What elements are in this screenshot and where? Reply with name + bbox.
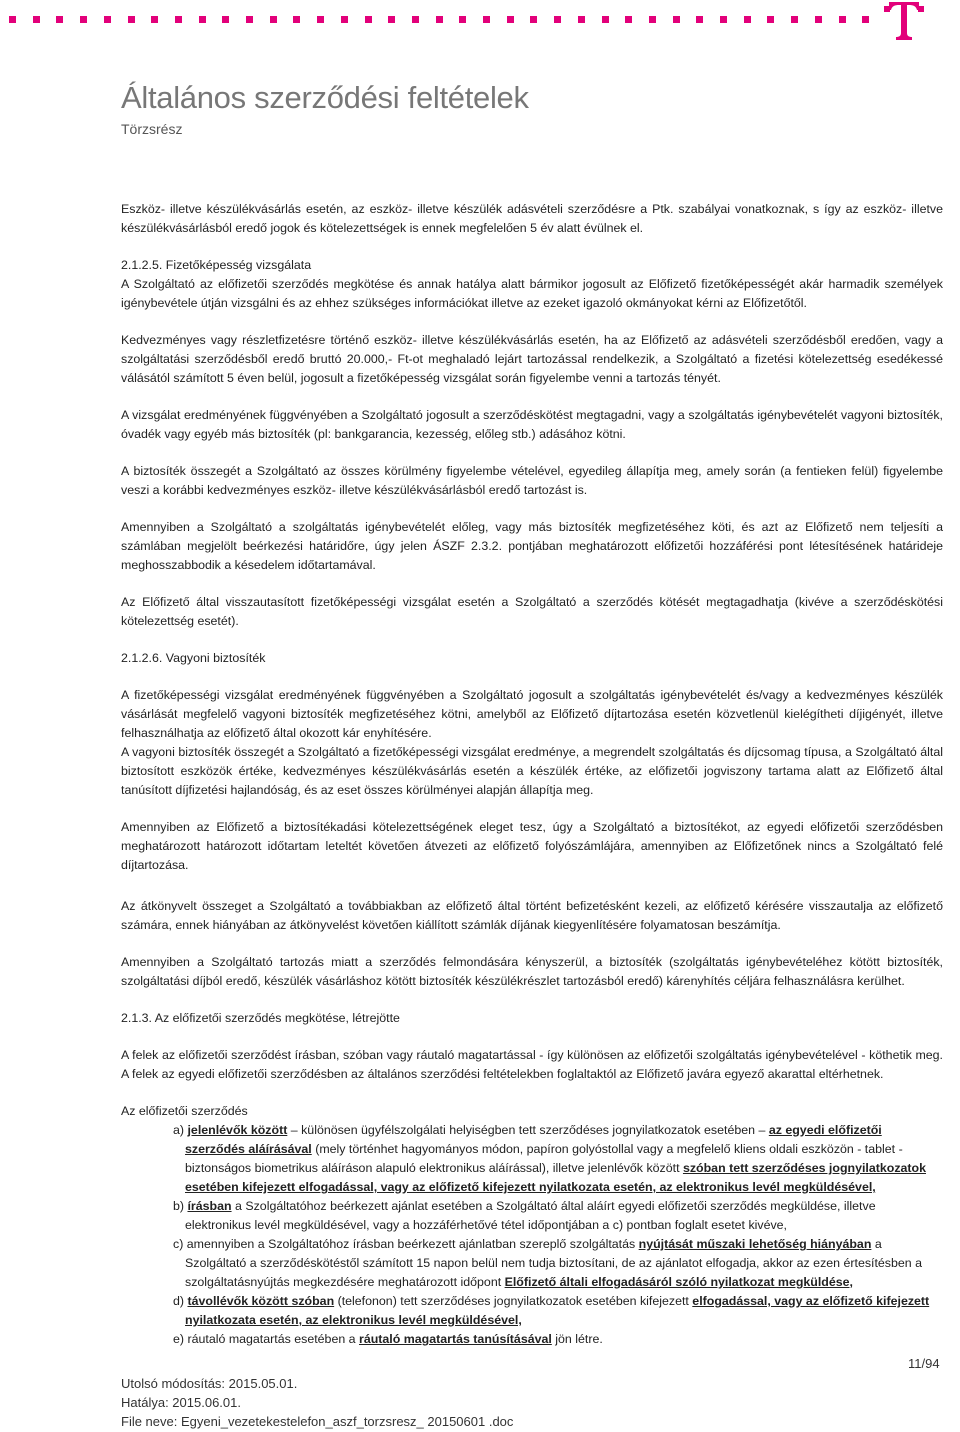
emphasis: Előfizető általi elfogadásáról szóló nyilatkozat megküldése, [504,1275,853,1289]
list-marker: e) [173,1332,185,1346]
paragraph: Amennyiben a Szolgáltató tartozás miatt a szerződés felmondására kényszerül, a biztosíték (szolgáltatás igénybevételéhez kötött biztosíték, szolgáltatási díjból eredő, készülék vásárláshoz kötött biztosíték készülékrészlet tartozásból eredő) kárenyhítés céljára felhasználásra kerülhet. [121,955,943,988]
contract-conditions-list [121,1121,943,1349]
section-heading: 2.1.2.6. Vagyoni biztosíték [121,651,266,665]
list-text: ráutaló magatartás esetében a [187,1332,359,1346]
brand-dot [554,16,561,23]
list-item [173,1292,943,1330]
brand-dot [222,16,229,23]
paragraph: A fizetőképességi vizsgálat eredményének függvényében a Szolgáltató jogosult a szolgáltatás igénybevételét és/vagy a kedvezményes készülék vásárlását megfelelő vagyoni biztosíték megfizetéséhez kötni, amelyből az Előfizető díjtartozása esetén közvetlenül kielégítheti díjigényét, illetve felhasználhatja az előfizető által okozott kár enyhítésére. [121,688,943,740]
brand-dot [744,16,751,23]
page-number: 11/94 [908,1356,940,1371]
list-marker: b) [173,1199,185,1213]
brand-dot [9,16,16,23]
brand-dot [128,16,135,23]
list-text: (mely történhet hagyományos módon, papíron golyóstollal vagy a megfelelő kliens oldali eszközön - tablet - biztonságos biometrikus aláíráson alapuló elektronikus aláírással), illetve jelenlévők között [185,1142,903,1175]
brand-dot [602,16,609,23]
paragraph: A vagyoni biztosíték összegét a Szolgáltató a fizetőképességi vizsgálat eredménye, a megrendelt szolgáltatás és díjcsomag típusa, a Szolgáltató által biztosított eszközök értéke, kedvezményes készülékvásárlás esetén a készülék értéke, az előfizetői jogviszony tartama alatt az Előfizető által tanúsított díjfizetési hajlandóság, és az eset összes körülményei alapján állapítja meg. [121,745,943,797]
brand-dot [293,16,300,23]
brand-dot [625,16,632,23]
emphasis: az egyedi előfizetői szerződés aláírásával [185,1123,882,1156]
brand-dot [696,16,703,23]
brand-dot [507,16,514,23]
brand-dot [436,16,443,23]
brand-dot [151,16,158,23]
brand-dot [175,16,182,23]
brand-dot [459,16,466,23]
list-text: jön létre. [551,1332,603,1346]
section-heading: 2.1.2.5. Fizetőképesség vizsgálata [121,258,312,272]
list-item [173,1330,943,1349]
list-intro: Az előfizetői szerződés [121,1104,248,1118]
footer [121,1374,513,1431]
emphasis: ráutaló magatartás tanúsításával [359,1332,552,1346]
document-body [121,200,943,1349]
list-marker: d) [173,1294,185,1308]
brand-dot [767,16,774,23]
file-name: File neve: Egyeni_vezetekestelefon_aszf_torzsresz_ 20150601 .doc [121,1414,514,1429]
list-text: – különösen ügyfélszolgálati helyiségben tett szerződéses jognyilatkozatok esetében – [287,1123,769,1137]
brand-dot [815,16,822,23]
emphasis: távollévők között szóban [187,1294,335,1308]
brand-dots-bar [0,16,880,24]
emphasis: szóban tett szerződéses jognyilatkozatok esetében kifejezett elfogadással, vagy az előfizető kifejezett nyilatkozata esetén, az elektronikus levél megküldésével, [185,1161,927,1194]
brand-dot [483,16,490,23]
list-item [173,1197,943,1235]
brand-dot [720,16,727,23]
list-marker: c) [173,1237,184,1251]
brand-dot [412,16,419,23]
paragraph: A Szolgáltató az előfizetői szerződés megkötése és annak hatálya alatt bármikor jogosult az Előfizető fizetőképességét akár harmadik személyek igénybevétele útján vizsgálni és az ehhez szükséges információkat illetve az ezeket igazoló okmányokat kérni az Előfizetőtől. [121,277,943,310]
document-title: Általános szerződési feltételek [121,80,529,115]
paragraph: Eszköz- illetve készülékvásárlás esetén, az eszköz- illetve készülék adásvételi szerződésre a Ptk. szabályai vonatkoznak, s így az eszköz- illetve készülékvásárlásból eredő jogok és kötelezettségek is ennek megfelelően 5 év alatt évülnek el. [121,202,943,235]
brand-dot [839,16,846,23]
emphasis: írásban [187,1199,232,1213]
list-text: (telefonon) tett szerződéses jognyilatkozatok esetében kifejezett [334,1294,693,1308]
section-heading: 2.1.3. Az előfizetői szerződés megkötése, létrejötte [121,1011,400,1025]
brand-dot [649,16,656,23]
brand-dot [530,16,537,23]
brand-dot [388,16,395,23]
paragraph: A vizsgálat eredményének függvényében a Szolgáltató jogosult a szerződéskötést megtagadni, vagy a szolgáltatás igénybevételét vagyoni biztosíték, óvadék vagy egyéb más biztosíték (pl: bankgarancia, kezesség, előleg stb.) adásához kötni. [121,408,943,441]
brand-dot [56,16,63,23]
brand-dot [341,16,348,23]
paragraph: Kedvezményes vagy részletfizetésre történő eszköz- illetve készülékvásárlás esetén, ha az Előfizető az adásvételi szerződésből eredően, vagy a szolgáltatási szerződésből eredő bruttó 20.000,- Ft-ot meghaladó lejárt tartozással rendelkezik, a Szolgáltató a fizetési kötelezettség esedékessé válásától számított 5 éven belül, jogosult a fizetőképesség vizsgálat során figyelembe venni a tartozás tényét. [121,333,943,385]
emphasis: jelenlévők között [187,1123,288,1137]
list-text: a Szolgáltatóhoz beérkezett ajánlat esetében a Szolgáltató által aláírt egyedi előfizetői szerződés megküldése, illetve elektronikus levél megküldésével, vagy a hozzáférhetővé tétel időpontjában a c) pontban foglalt esetet kivéve, [185,1199,876,1232]
brand-dot [791,16,798,23]
brand-dot [199,16,206,23]
brand-dot [33,16,40,23]
list-marker: a) [173,1123,185,1137]
brand-dot [80,16,87,23]
brand-dot [365,16,372,23]
list-item [173,1121,943,1197]
paragraph: A biztosíték összegét a Szolgáltató az összes körülmény figyelembe vételével, egyedileg állapítja meg, amely során (a fentieken felül) figyelembe veszi a korábbi kedvezményes eszköz- illetve készülékvásárlásból eredő tartozást is. [121,464,943,497]
emphasis: nyújtását műszaki lehetőség hiányában [638,1237,872,1251]
paragraph: Az átkönyvelt összeget a Szolgáltató a továbbiakban az előfizető által történt befizetésként kezeli, az előfizető kérésére visszautalja az előfizető számára, ennek hiányában az átkönyvelést követően kiállított számlák díjának kiegyenlítésére folyamatosan beszámítja. [121,899,943,932]
brand-dot [578,16,585,23]
paragraph: A felek az előfizetői szerződést írásban, szóban vagy ráutaló magatartással - így különösen az előfizetői szolgáltatás igénybevételével - köthetik meg. A felek az egyedi előfizetői szerződésben az általános szerződési feltételekben foglaltaktól az Előfizető javára egyező akarattal eltérhetnek. [121,1048,943,1081]
list-text: a Szolgáltató a szerződéskötéstől számított 15 napon belül nem tudja biztosítani, de az ajánlatot elfogadja, akkor az ezen értesítésben a szolgáltatásnyújtás megkezdésére meghatározott időpont [185,1237,923,1289]
brand-dot [246,16,253,23]
effective-date: Hatálya: 2015.06.01. [121,1395,241,1410]
paragraph: Az Előfizető által visszautasított fizetőképességi vizsgálat esetén a Szolgáltató a szerződés kötését megtagadhatja (kivéve a szerződéskötési kötelezettség esetét). [121,595,943,628]
emphasis: elfogadással, vagy az előfizető kifejezett nyilatkozata esetén, az elektronikus levél megküldésével, [185,1294,930,1327]
paragraph: Amennyiben a Szolgáltató a szolgáltatás igénybevételét előleg, vagy más biztosíték megfizetéséhez köti, és azt az Előfizető nem teljesíti a számlában megjelölt beérkezési határidőre, úgy jelen ÁSZF 2.3.2. pontjában meghatározott előfizetői hozzáférési pont létesítésének határideje meghosszabbodik a késedelem időtartamával. [121,520,943,572]
list-item [173,1235,943,1292]
paragraph: Amennyiben az Előfizető a biztosítékadási kötelezettségének eleget tesz, úgy a Szolgáltató a biztosítékot, az egyedi előfizetői szerződésben meghatározott határozott időtartam leteltét követően átvezeti az előfizető folyószámlájára, amennyiben az Előfizetőnek nincs a Szolgáltató felé díjtartozása. [121,820,943,872]
telekom-t-icon [884,2,924,40]
brand-dot [270,16,277,23]
brand-dot [862,16,869,23]
brand-dot [673,16,680,23]
last-modified: Utolsó módosítás: 2015.05.01. [121,1376,298,1391]
list-text: amennyiben a Szolgáltatóhoz írásban beérkezett ajánlatban szereplő szolgáltatás [186,1237,639,1251]
brand-dot [317,16,324,23]
brand-dot [104,16,111,23]
document-subtitle: Törzsrész [121,121,183,137]
